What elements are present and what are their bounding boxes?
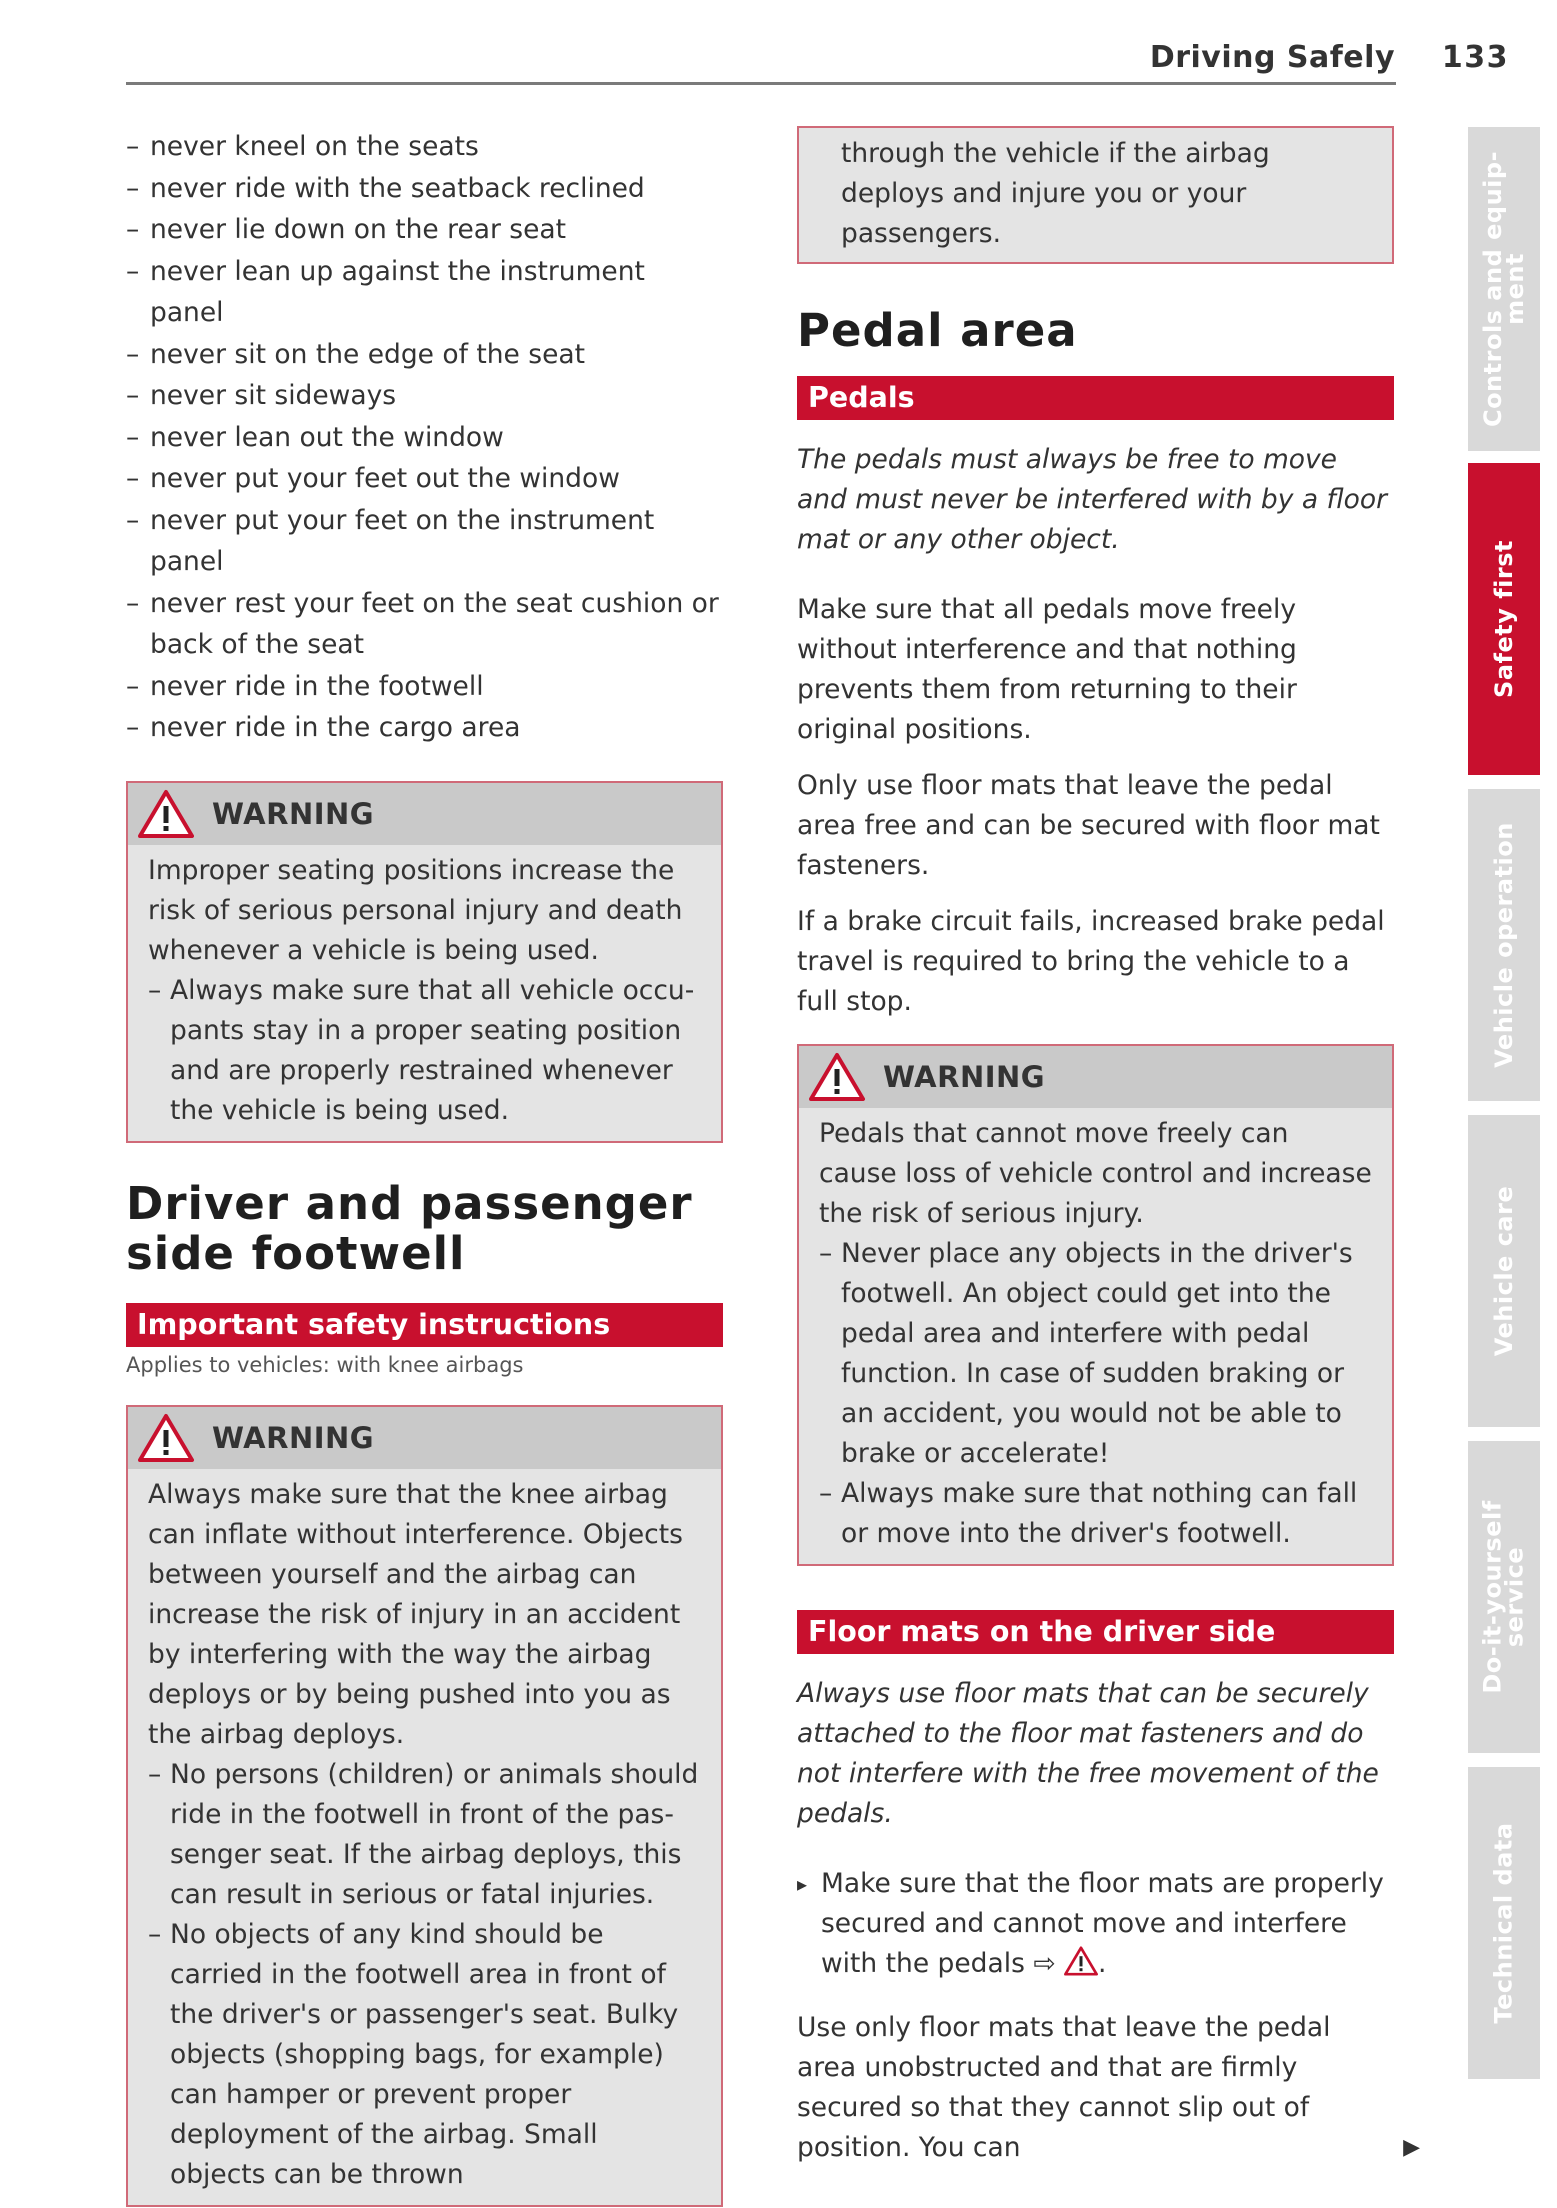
warning-header: [128, 783, 721, 845]
list-item: – never put your feet on the instrument panel: [126, 500, 723, 583]
safety-instructions-heading: Important safety instructions: [126, 1303, 723, 1347]
warning-body: [799, 1108, 1392, 1564]
step-text: Make sure that the floor mats are properly secured and cannot move and interfere with the pedals: [821, 1868, 1384, 1979]
left-column: [126, 126, 723, 2207]
continued-warning-box: [797, 126, 1394, 264]
tab-label: Vehicle operation: [1490, 822, 1518, 1068]
warning-text: Pedals that cannot move freely can cause loss of vehicle control and increase the risk of serious injury.: [819, 1118, 1372, 1229]
pedal-area-title: Pedal area: [797, 304, 1078, 357]
list-item: – never lean up against the instrument panel: [126, 251, 723, 334]
step-arrow-icon: ▸: [797, 1872, 808, 1896]
tab-label: Technical data: [1490, 1822, 1519, 2024]
pedals-paragraph: If a brake circuit fails, increased brake pedal travel is required to bring the vehicle to a full stop.: [797, 906, 1385, 1017]
step-end-period: .: [1098, 1948, 1107, 1979]
list-item: – never kneel on the seats: [126, 126, 723, 168]
continued-warning-text: through the vehicle if the airbag deploys and injure you or your passengers.: [841, 138, 1270, 249]
right-column: [797, 126, 1420, 2184]
floor-mats-heading: Floor mats on the driver side: [797, 1610, 1394, 1654]
warning-title: WARNING: [212, 796, 375, 831]
warning-item: – Always make sure that all vehicle occupants stay in a proper seating position and are properly restrained whenever the vehicle is being used.: [148, 971, 701, 1131]
footwell-section-title: Driver and passenger side footwell: [126, 1176, 693, 1280]
floor-mats-paragraph-text: Use only floor mats that leave the pedal area unobstructed and that are firmly secured so that they cannot slip out of position. You can: [797, 2012, 1331, 2163]
cross-reference-arrow-icon[interactable]: ⇨: [1033, 1948, 1056, 1979]
warning-title: WARNING: [212, 1420, 375, 1455]
header-divider: [126, 82, 1396, 85]
seating-warning-box: [126, 781, 723, 1143]
running-header-title: Driving Safely: [1149, 40, 1395, 75]
seating-rules-list: [126, 126, 723, 749]
warning-body: [128, 845, 721, 1141]
pedals-warning-box: [797, 1044, 1394, 1566]
list-item: – never sit on the edge of the seat: [126, 334, 723, 376]
pedals-paragraph: Make sure that all pedals move freely without interference and that nothing prevents them from returning to their original positions.: [797, 594, 1297, 745]
list-item: – never ride in the footwell: [126, 666, 723, 708]
pedals-paragraph: Only use floor mats that leave the pedal area free and can be secured with floor mat fasteners.: [797, 770, 1380, 881]
list-item: – never lie down on the rear seat: [126, 209, 723, 251]
warning-triangle-icon: [809, 1052, 865, 1102]
list-item: – never lean out the window: [126, 417, 723, 459]
floor-mats-paragraph: [797, 2008, 1420, 2168]
list-item: – never ride in the cargo area: [126, 707, 723, 749]
list-item: – never sit sideways: [126, 375, 723, 417]
tab-label: Do-it-yourself service: [1479, 1500, 1530, 1694]
tab-label: Vehicle care: [1490, 1185, 1519, 1357]
warning-triangle-icon: [138, 789, 194, 839]
warning-triangle-icon[interactable]: [1064, 1946, 1098, 1988]
floor-mats-intro: Always use floor mats that can be securely attached to the floor mat fasteners and do not interfere with the free movement of the pedals.: [797, 1678, 1379, 1829]
warning-items: [819, 1234, 1372, 1554]
applies-to-note: Applies to vehicles: with knee airbags: [126, 1352, 524, 1377]
tab-controls-and-equipment[interactable]: [1468, 127, 1540, 451]
continued-next-page-icon[interactable]: ▶: [1403, 2135, 1420, 2160]
floor-mats-step: [797, 1864, 1394, 1988]
warning-items: [148, 1755, 701, 2195]
list-item: – never ride with the seatback reclined: [126, 168, 723, 210]
warning-text: Always make sure that the knee airbag can inflate without interference. Objects between yourself and the airbag can increase the risk of injury in an accident by interfering with the way the airbag deploys or by being pushed into you as the airbag deploys.: [148, 1478, 683, 1750]
list-item: – never put your feet out the window: [126, 458, 723, 500]
warning-items: [148, 971, 701, 1131]
tab-do-it-yourself-service[interactable]: [1468, 1441, 1540, 1753]
pedals-intro: The pedals must always be free to move and must never be interfered with by a floor mat or any other object.: [797, 444, 1387, 555]
tab-technical-data[interactable]: [1468, 1767, 1540, 2079]
pedals-heading: Pedals: [797, 376, 1394, 420]
warning-text: Improper seating positions increase the risk of serious personal injury and death whenever a vehicle is being used.: [148, 854, 683, 966]
tab-vehicle-operation[interactable]: [1468, 789, 1540, 1101]
warning-title: WARNING: [883, 1060, 1046, 1094]
list-item: – never rest your feet on the seat cushion or back of the seat: [126, 583, 723, 666]
warning-header: [799, 1046, 1392, 1108]
warning-item: – Always make sure that nothing can fall or move into the driver's footwell.: [819, 1474, 1372, 1554]
page-number: 133: [1441, 40, 1509, 75]
warning-item: – Never place any objects in the driver's footwell. An object could get into the pedal area and interfere with pedal function. In case of sudden braking or an accident, you would not be able to brake or accelerate!: [819, 1234, 1372, 1474]
warning-body: [128, 1469, 721, 2205]
tab-label: Safety first: [1490, 540, 1518, 698]
tab-safety-first[interactable]: [1468, 463, 1540, 775]
warning-item: – No persons (children) or animals should ride in the footwell in front of the passenger seat. If the airbag deploys, this can result in serious or fatal injuries.: [148, 1755, 701, 1915]
warning-header: [128, 1407, 721, 1469]
tab-vehicle-care[interactable]: [1468, 1115, 1540, 1427]
warning-item: – No objects of any kind should be carried in the footwell area in front of the driver's or passenger's seat. Bulky objects (shopping bags, for example) can hamper or prevent proper deployment of the airbag. Small objects can be thrown: [148, 1915, 701, 2195]
tab-label: Controls and equip- ment: [1479, 150, 1530, 428]
knee-airbag-warning-box: [126, 1405, 723, 2207]
warning-triangle-icon: [138, 1413, 194, 1463]
